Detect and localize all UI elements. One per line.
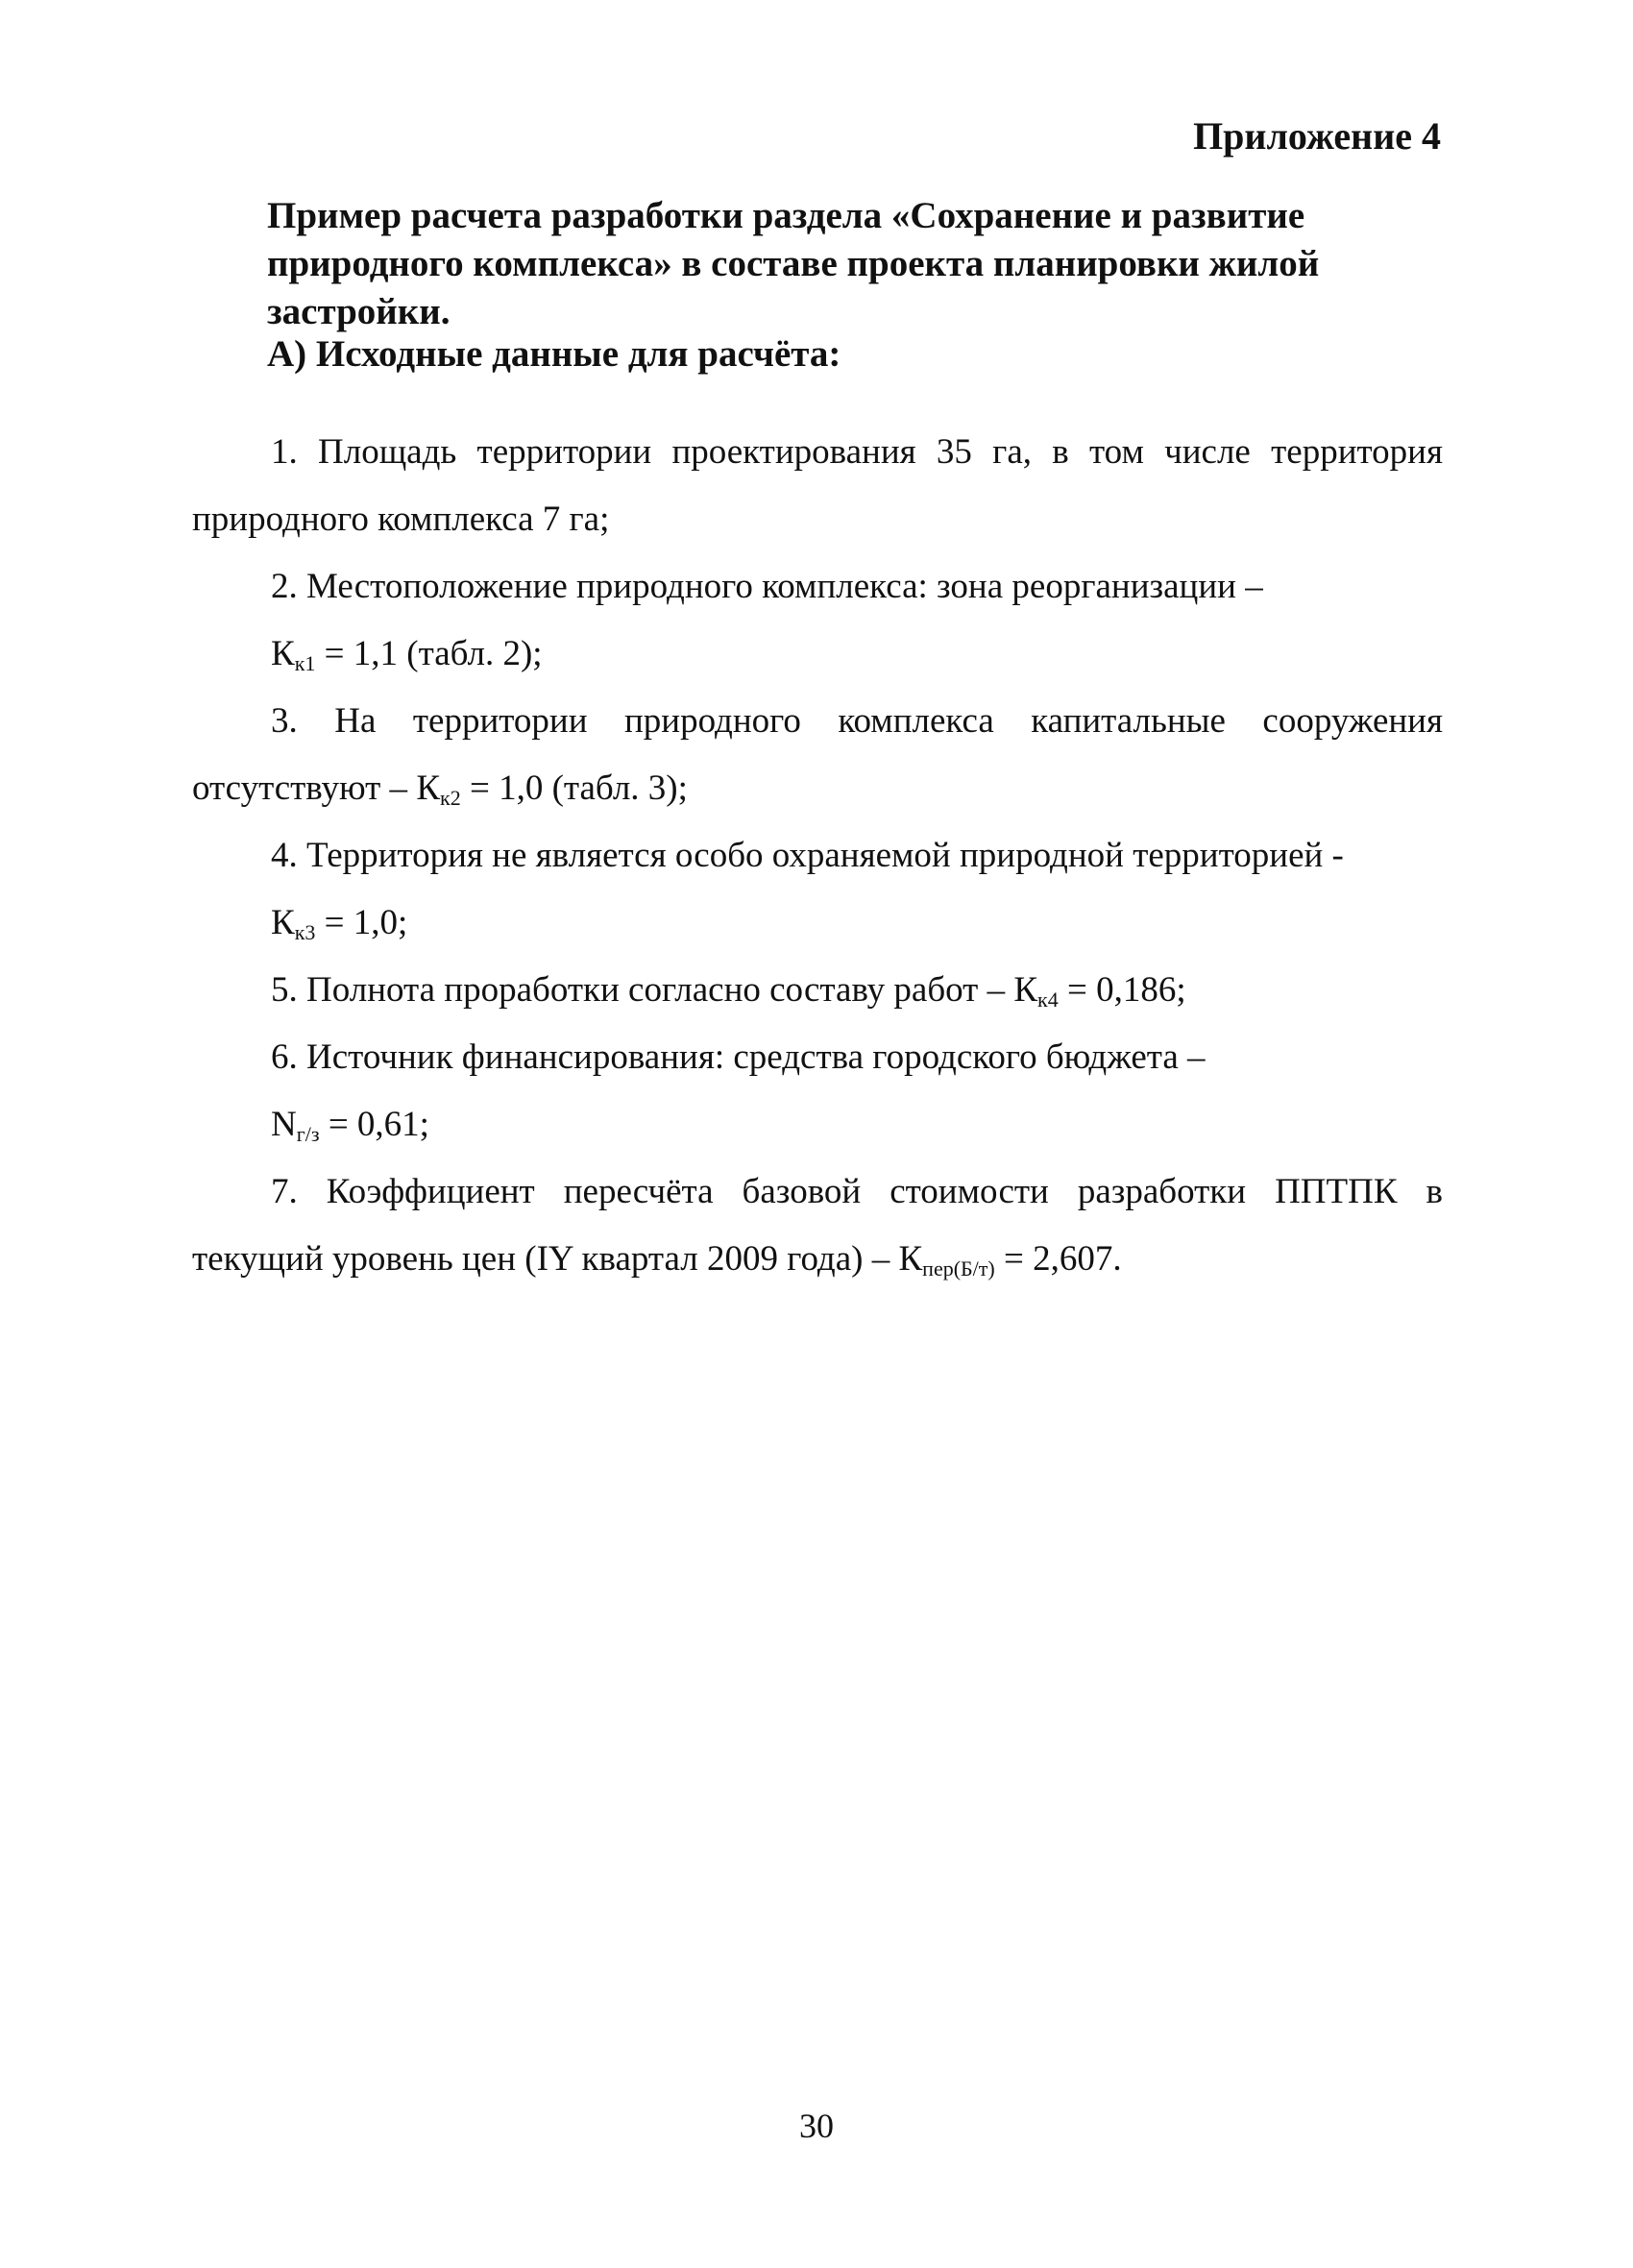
document-heading: Пример расчета разработки раздела «Сохранение и развитие природного комплекса» в составе проекта планировки жилой застройки.	[267, 195, 1320, 332]
item-text: 1. Площадь территории проектирования 35 га, в том числе территория природного комплекса 7 га;	[192, 432, 1443, 539]
item-text: 6. Источник финансирования: средства городского бюджета –	[271, 1037, 1206, 1077]
item-text: 2. Местоположение природного комплекса: зона реорганизации –	[271, 567, 1263, 606]
item-text: 4. Территория не является особо охраняемой природной территорией -	[271, 836, 1344, 875]
appendix-label: Приложение 4	[1193, 114, 1441, 158]
item-formula: $К_{к1} = 1,1$ (табл. 2);	[271, 634, 543, 675]
page-number: 30	[799, 2107, 834, 2145]
list-item-2	[192, 553, 1443, 688]
item-text: 5. Полнота проработки согласно составу работ –	[271, 970, 1014, 1010]
source-data-list	[192, 419, 1443, 1293]
item-text: 7. Коэффициент пересчёта базовой стоимости разработки ППТПК в текущий уровень цен (IY квартал 2009 года) –	[192, 1172, 1443, 1279]
list-item-1	[192, 419, 1443, 553]
list-item-6	[192, 1024, 1443, 1158]
list-item-5: 5. Полнота проработки согласно составу работ – $К_{к4} = 0,186$;	[271, 970, 1186, 1012]
list-item-7: 7. Коэффициент пересчёта базовой стоимости разработки ППТПК в текущий уровень цен (IY квартал 2009 года) – $К_{пер(Б/т)} = 2,607$.	[192, 1172, 1443, 1280]
list-item-3: 3. На территории природного комплекса капитальные сооружения отсутствуют – $К_{к2} = 1,0$ (табл. 3);	[192, 701, 1443, 810]
item-text: 3. На территории природного комплекса капитальные сооружения отсутствуют –	[192, 701, 1443, 808]
section-subheading: А) Исходные данные для расчёта:	[267, 333, 841, 375]
item-formula: $N_{г/з} = 0,61$;	[271, 1105, 429, 1146]
list-item-4	[192, 822, 1443, 957]
item-formula: $К_{к3} = 1,0$;	[271, 903, 408, 944]
